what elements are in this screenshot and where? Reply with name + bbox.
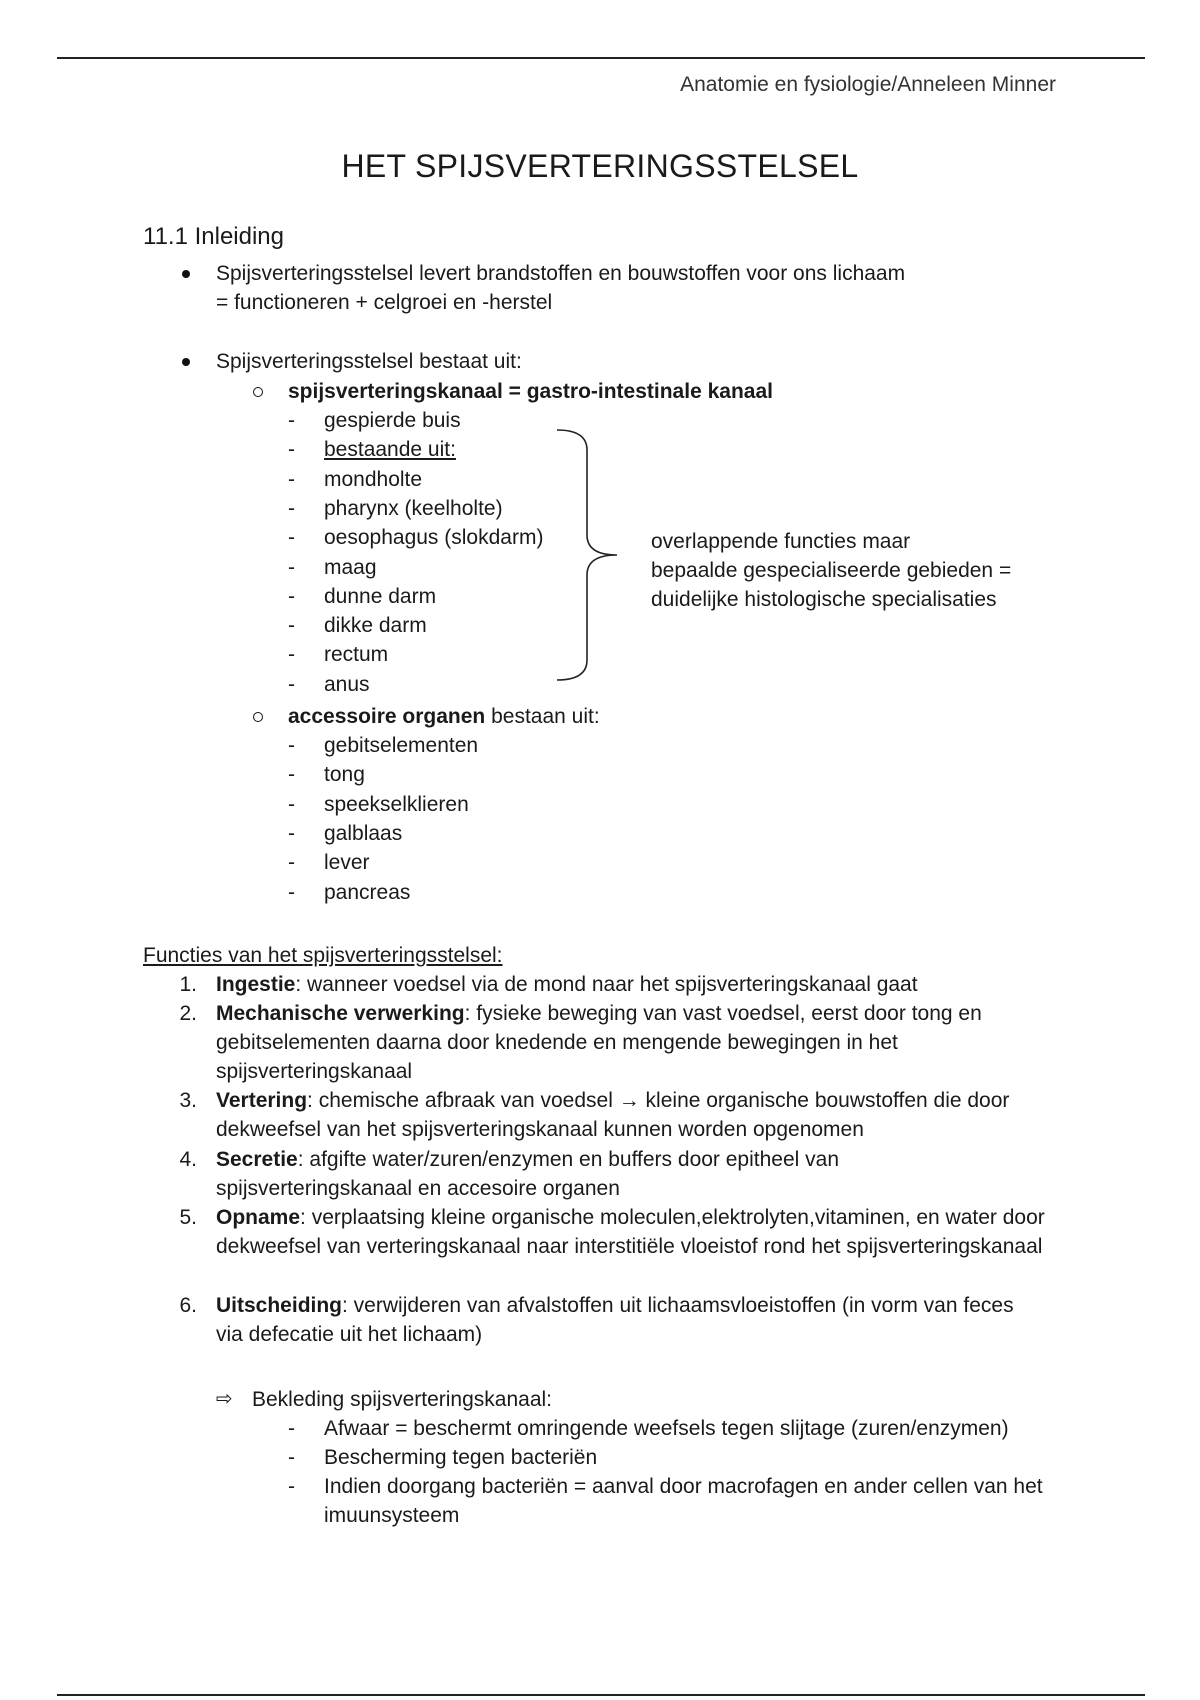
- dash-icon: -: [288, 584, 295, 608]
- functie-term: Opname: [216, 1206, 301, 1229]
- functie-number: 2.: [179, 1002, 197, 1025]
- kanaal-item: maag: [324, 555, 377, 579]
- brace-icon: [555, 425, 625, 685]
- kanaal-item: oesophagus (slokdarm): [324, 526, 544, 550]
- page-header: Anatomie en fysiologie/Anneleen Minner: [680, 73, 1056, 96]
- functie-text: kleine organische bouwstoffen die door dekweefsel van het spijsverteringskanaal kunnen worden opgenomen: [216, 1089, 1010, 1141]
- accessoire-item: lever: [324, 851, 370, 875]
- bekleding-item: Bescherming tegen bacteriën: [324, 1446, 598, 1469]
- dash-icon: -: [288, 555, 295, 579]
- dash-icon: -: [288, 496, 295, 520]
- bullet-icon: [182, 270, 190, 278]
- sub-bullet-icon: [253, 387, 263, 397]
- accessoire-item: galblaas: [324, 821, 403, 845]
- functie-item: [216, 999, 1036, 1086]
- dash-icon: -: [288, 672, 295, 696]
- functie-item: [216, 1203, 1066, 1261]
- dash-icon: -: [288, 851, 295, 875]
- kanaal-item: gespierde buis: [324, 409, 461, 432]
- kanaal-item: bestaande uit:: [324, 438, 456, 462]
- sub-bullet-icon: [253, 712, 263, 722]
- intro-bullet-2: Spijsverteringsstelsel bestaat uit:: [216, 350, 522, 373]
- section-heading: 11.1 Inleiding: [143, 223, 284, 250]
- dash-icon: -: [288, 734, 295, 757]
- hollow-arrow-icon: ⇨: [216, 1388, 233, 1410]
- functie-text: : afgifte water/zuren/enzymen en buffers door epitheel van spijsverteringskanaal en accesoire organen: [216, 1148, 840, 1200]
- functie-number: 4.: [179, 1148, 197, 1171]
- top-rule: [57, 57, 1145, 59]
- accessoire-label-bold: accessoire organen: [288, 705, 486, 728]
- functie-text: : verplaatsing kleine organische moleculen,elektrolyten,vitaminen, en water door dekweefsel van verteringskanaal naar interstitiële vloeistof rond het spijsverteringskanaal: [216, 1206, 1045, 1258]
- accessoire-item: pancreas: [324, 880, 411, 904]
- kanaal-note-line-1: overlappende functies maar: [651, 530, 911, 553]
- dash-icon: -: [288, 614, 295, 638]
- functie-text: : verwijderen van afvalstoffen uit lichaamsvloeistoffen (in vorm van feces via defecatie uit het lichaam): [216, 1294, 1014, 1346]
- dash-icon: -: [288, 763, 295, 787]
- dash-icon: -: [288, 821, 295, 845]
- functie-term: Vertering: [216, 1089, 308, 1112]
- intro-bullet-1-line-2: = functioneren + celgroei en -herstel: [216, 291, 553, 314]
- accessoire-item: speekselklieren: [324, 792, 469, 816]
- functie-item: [216, 1291, 1016, 1349]
- kanaal-item: dunne darm: [324, 584, 437, 608]
- dash-icon: -: [288, 1446, 295, 1469]
- bekleding-item: Indien doorgang bacteriën = aanval door macrofagen en ander cellen van het imuunsysteem: [324, 1475, 1043, 1527]
- kanaal-item: anus: [324, 672, 370, 696]
- functie-number: 5.: [179, 1206, 197, 1229]
- bullet-icon: [182, 358, 190, 366]
- functie-text: : wanneer voedsel via de mond naar het spijsverteringskanaal gaat: [295, 973, 918, 996]
- dash-icon: -: [288, 792, 295, 816]
- functie-number: 6.: [179, 1294, 197, 1317]
- functie-number: 3.: [179, 1089, 197, 1112]
- functies-heading: Functies van het spijsverteringsstelsel:: [143, 944, 503, 967]
- bottom-rule: [57, 1694, 1145, 1696]
- right-arrow-icon: →: [618, 1089, 640, 1112]
- functie-number: 1.: [179, 973, 197, 996]
- dash-icon: -: [288, 880, 295, 904]
- functie-term: Uitscheiding: [216, 1294, 343, 1317]
- kanaal-note-line-3: duidelijke histologische specialisaties: [651, 588, 997, 611]
- kanaal-item: pharynx (keelholte): [324, 496, 503, 520]
- kanaal-item: mondholte: [324, 467, 423, 491]
- dash-icon: -: [288, 526, 295, 550]
- bekleding-label: Bekleding spijsverteringskanaal:: [252, 1388, 552, 1411]
- functie-item: [216, 970, 1066, 999]
- dash-icon: -: [288, 438, 295, 462]
- accessoire-label: [288, 702, 600, 731]
- bekleding-item: Afwaar = beschermt omringende weefsels tegen slijtage (zuren/enzymen): [324, 1417, 1009, 1440]
- functie-term: Secretie: [216, 1148, 298, 1171]
- dash-icon: -: [288, 643, 295, 667]
- accessoire-item: gebitselementen: [324, 734, 479, 757]
- dash-icon: -: [288, 1475, 295, 1498]
- accessoire-item: tong: [324, 763, 365, 787]
- dash-icon: -: [288, 467, 295, 491]
- kanaal-note-line-2: bepaalde gespecialiseerde gebieden =: [651, 559, 1012, 582]
- functie-term: Ingestie: [216, 973, 296, 996]
- intro-bullet-1-line-1: Spijsverteringsstelsel levert brandstoffen en bouwstoffen voor ons lichaam: [216, 262, 906, 285]
- functie-text: : fysieke beweging van vast voedsel, eerst door tong en gebitselementen daarna door knedende en mengende bewegingen in het spijsverteringskanaal: [216, 1002, 982, 1083]
- kanaal-item: dikke darm: [324, 614, 427, 638]
- functie-item: [216, 1086, 1066, 1144]
- functie-item: [216, 1145, 916, 1203]
- kanaal-item: rectum: [324, 643, 389, 667]
- dash-icon: -: [288, 1417, 295, 1440]
- dash-icon: -: [288, 409, 295, 432]
- functie-term: Mechanische verwerking: [216, 1002, 465, 1025]
- kanaal-label: spijsverteringskanaal = gastro-intestinale kanaal: [288, 380, 773, 403]
- page-title: HET SPIJSVERTERINGSSTELSEL: [341, 148, 859, 184]
- functie-text: : chemische afbraak van voedsel: [307, 1089, 619, 1112]
- accessoire-label-rest: bestaan uit:: [485, 705, 600, 728]
